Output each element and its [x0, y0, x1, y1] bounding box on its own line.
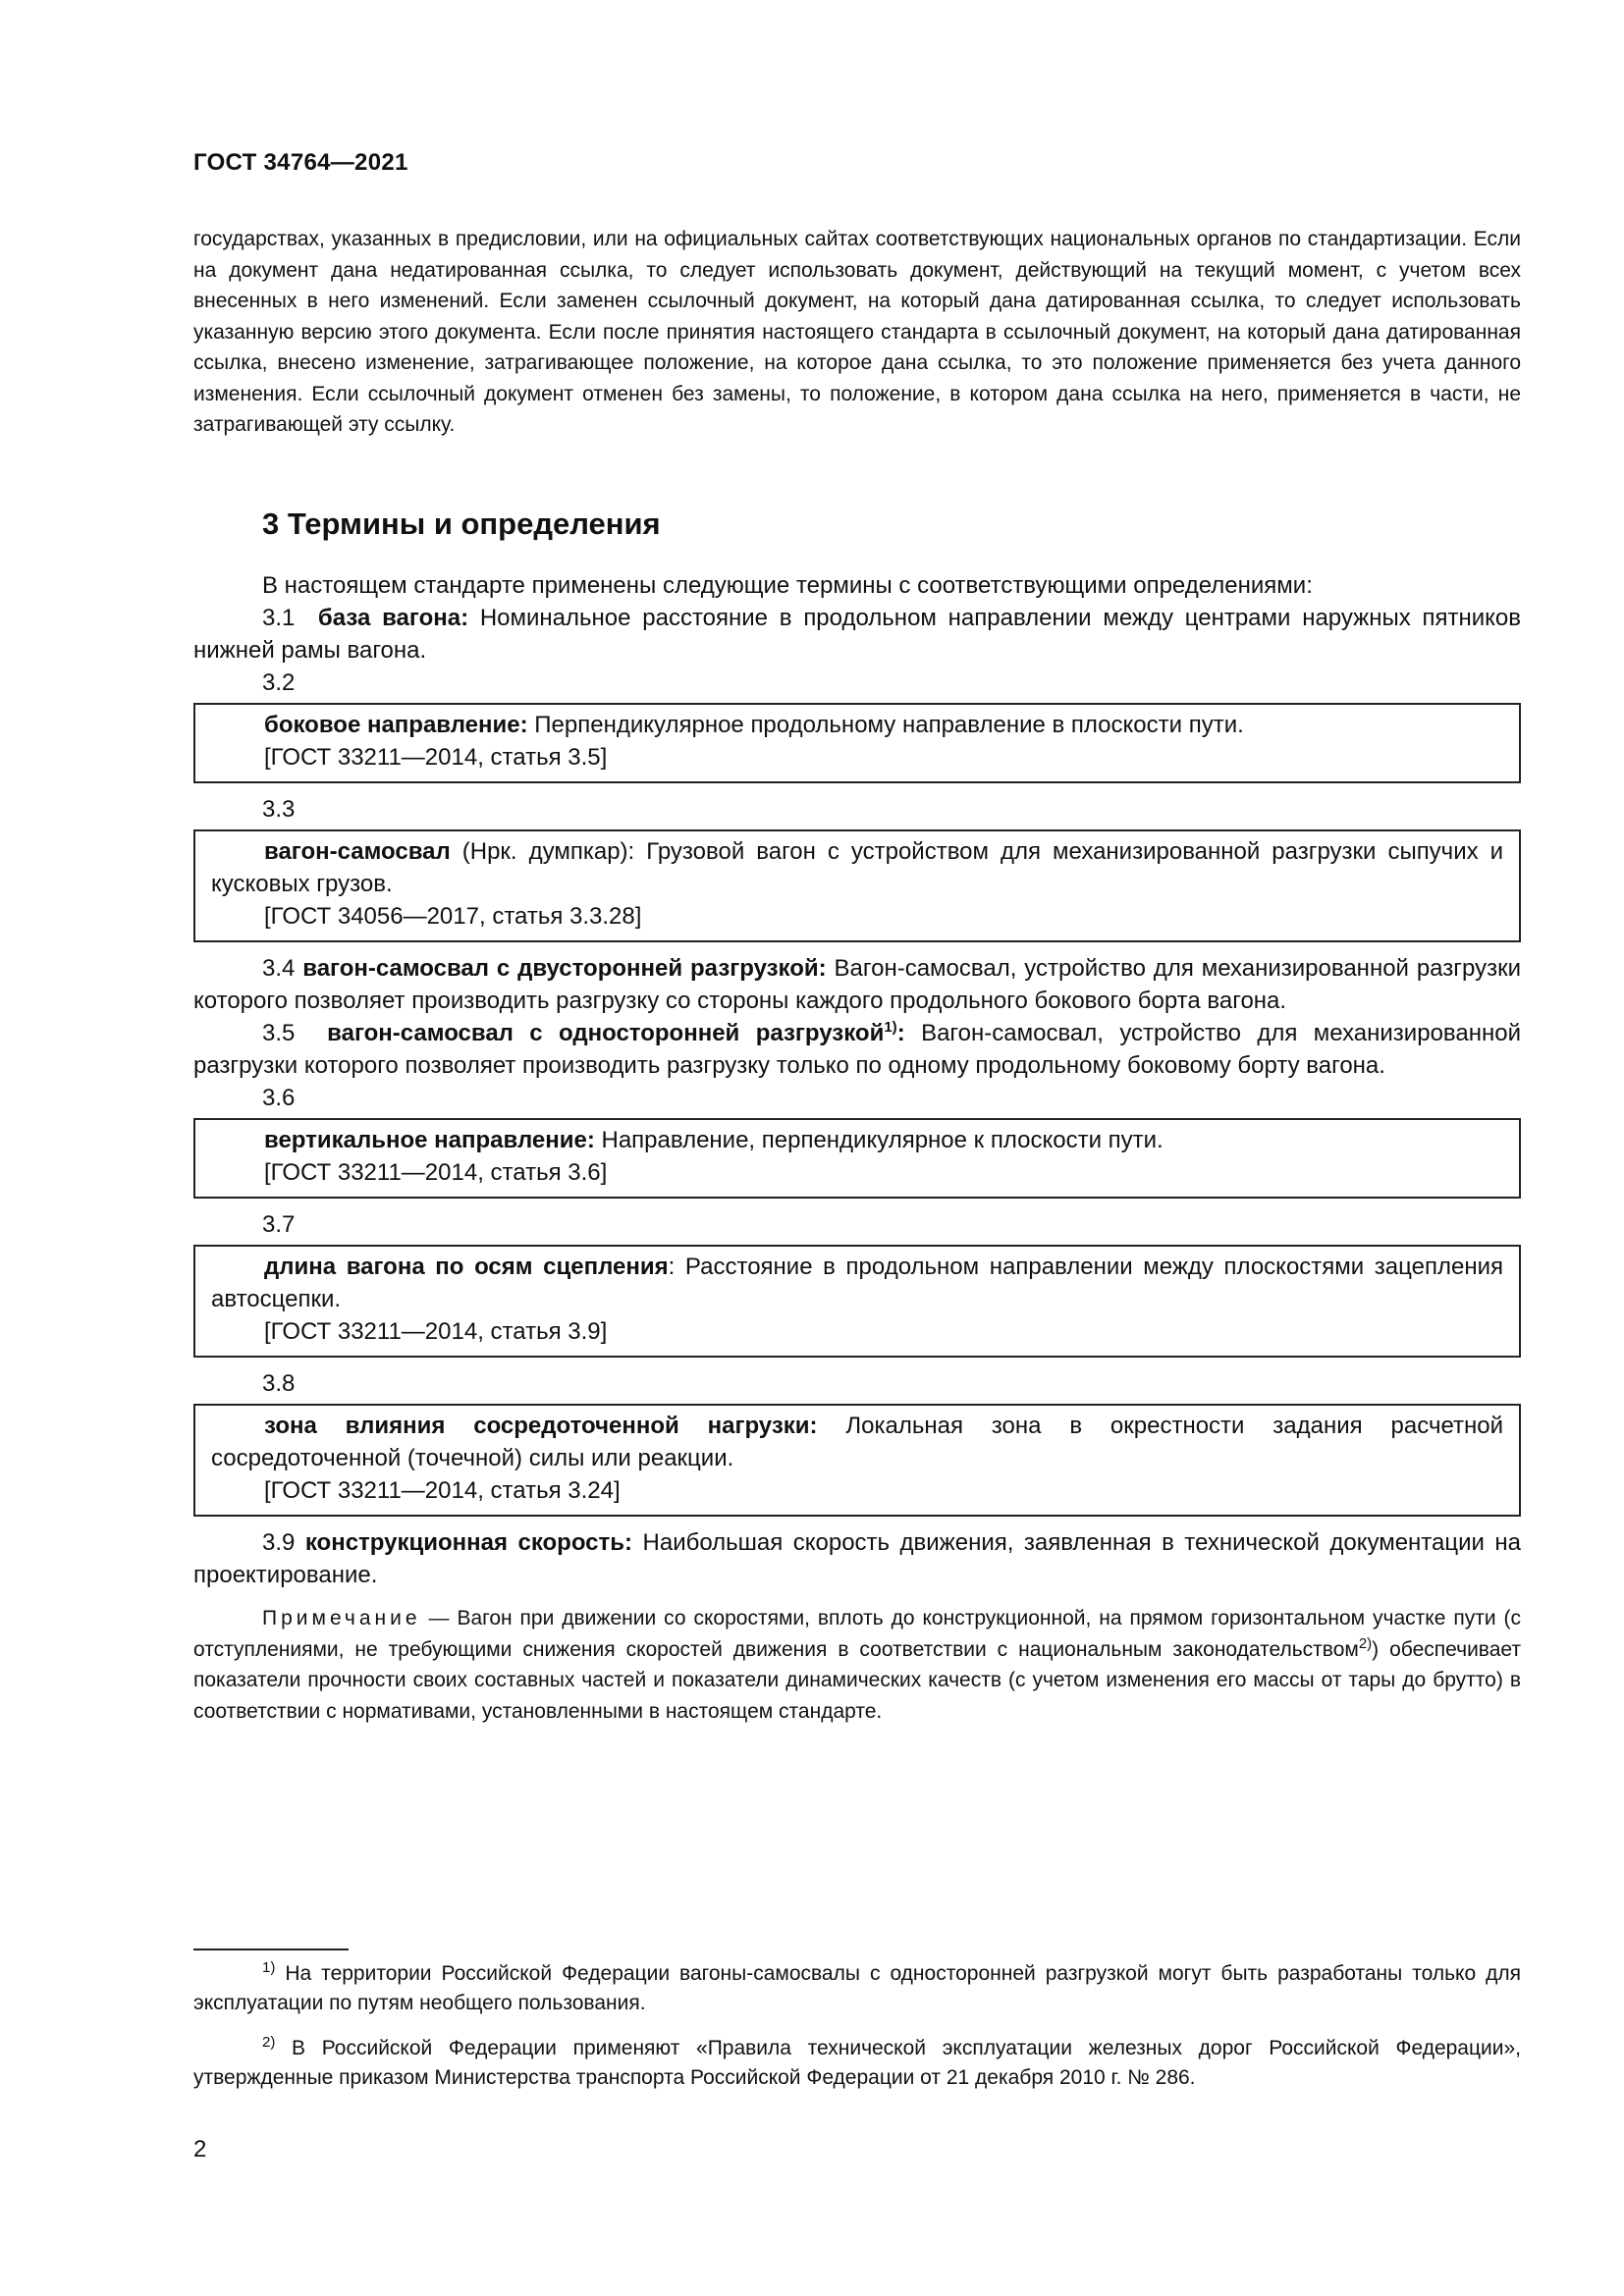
- term-name: конструкционная скорость:: [304, 1529, 633, 1556]
- footnote-ref[interactable]: 2): [1358, 1634, 1373, 1652]
- term-number: 3.5: [262, 1020, 296, 1046]
- term-definition: Вагон-самосвал, устройство для механизированной разгрузки которого позволяет производить разгрузку со стороны каждого продольного бокового борта вагона.: [193, 955, 1522, 1014]
- footnote-2: $^{2)}$ В Российской Федерации применяют «Правила технической эксплуатации железных дорог Российской Федерации», утвержденные приказом Министерства транспорта Российской Федерации от 21 декабря 2010 г. № 286.: [193, 2034, 1521, 2089]
- term-number: 3.9: [262, 1529, 296, 1556]
- term-3-5: 3.5 вагон-самосвал с односторонней разгрузкой$^{1)}$: Вагон-самосвал, устройство для механизированной разгрузки которого позволяет производить разгрузку только по одному продольному боковому борту вагона.: [193, 1019, 1522, 1079]
- intro-paragraph: государствах, указанных в предисловии, или на официальных сайтах соответствующих национальных органов по стандартизации. Если на документ дана недатированная ссылка, то следует использовать документ, действующий на текущий момент, с учетом всех внесенных в него изменений. Если заменен ссылочный документ, на который дана датированная ссылка, то следует использовать указанную версию этого документа. Если после принятия настоящего стандарта в ссылочный документ, на который дана датированная ссылка, внесено изменение, затрагивающее положение, на которое дана ссылка, то это положение применяется без учета данного изменения. Если ссылочный документ отменен без замены, то положение, в котором дана ссылка на него, применяется в части, не затрагивающей эту ссылку.: [193, 228, 1521, 436]
- note-label: Примечание: [262, 1607, 421, 1629]
- term-name: длина вагона по осям сцепления: [264, 1254, 669, 1280]
- footnote-mark: 1): [262, 1959, 276, 1976]
- section-body: [193, 569, 1521, 1727]
- term-source: [ГОСТ 33211—2014, статья 3.24]: [264, 1477, 621, 1504]
- term-box-3-7: [193, 1245, 1521, 1358]
- term-definition: Наибольшая скорость движения, заявленная в технической документации на проектирование.: [193, 1529, 1522, 1588]
- term-source: [ГОСТ 33211—2014, статья 3.5]: [264, 744, 608, 771]
- term-definition: Направление, перпендикулярное к плоскости пути.: [594, 1127, 1164, 1153]
- term-source: [ГОСТ 34056—2017, статья 3.3.28]: [264, 903, 642, 930]
- term-3-9: [193, 1526, 1521, 1591]
- term-3-4: [193, 952, 1521, 1017]
- term-box-3-3: [193, 829, 1521, 942]
- term-source: [ГОСТ 33211—2014, статья 3.9]: [264, 1318, 608, 1345]
- term-name: вертикальное направление:: [264, 1127, 595, 1153]
- term-box-3-6: [193, 1118, 1521, 1199]
- term-definition: (Нрк. думпкар): Грузовой вагон с устройством для механизированной разгрузки сыпучих и кусковых грузов.: [211, 838, 1503, 897]
- term-box-3-8: [193, 1404, 1521, 1517]
- term-definition: Вагон-самосвал, устройство для механизированной разгрузки которого позволяет производить разгрузку только по одному продольному боковому борту вагона.: [193, 1020, 1522, 1079]
- term-definition: Локальная зона в окрестности задания расчетной сосредоточенной (точечной) силы или реакции.: [211, 1413, 1503, 1471]
- footnote-ref[interactable]: 1): [884, 1019, 897, 1036]
- term-name: вагон-самосвал с двусторонней разгрузкой:: [302, 955, 827, 982]
- term-number: 3.4: [262, 955, 296, 982]
- term-number-3-7: 3.7: [262, 1211, 296, 1238]
- section-lead: В настоящем стандарте применены следующие термины с соответствующими определениями:: [262, 572, 1313, 599]
- term-number-3-3: 3.3: [262, 796, 296, 823]
- page-number: 2: [193, 2136, 207, 2163]
- term-3-1: [193, 602, 1521, 667]
- term-number-3-6: 3.6: [262, 1085, 296, 1111]
- term-number-3-2: 3.2: [262, 669, 296, 696]
- term-name: боковое направление:: [264, 712, 528, 738]
- note-paragraph: Примечание — Вагон при движении со скоростями, вплоть до конструкционной, на прямом горизонтальном участке пути (с отступлениями, не требующими снижения скоростей движения в соответствии с национальным законодательством$^{2)}$) обеспечивает показатели прочности своих составных частей и показатели динамических качеств (с учетом изменения его массы от тары до брутто) в соответствии с нормативами, установленными в настоящем стандарте.: [193, 1607, 1522, 1723]
- footnote-divider: [193, 1949, 349, 1950]
- term-definition: : Расстояние в продольном направлении между плоскостями зацепления автосцепки.: [211, 1254, 1503, 1312]
- term-number: 3.1: [262, 605, 296, 631]
- term-number-3-8: 3.8: [262, 1370, 296, 1397]
- section-title: 3 Термины и определения: [262, 507, 661, 541]
- footnote-mark: 2): [262, 2034, 276, 2051]
- term-source: [ГОСТ 33211—2014, статья 3.6]: [264, 1159, 608, 1186]
- term-name: вагон-самосвал: [264, 838, 451, 865]
- term-name: зона влияния сосредоточенной нагрузки:: [264, 1413, 818, 1439]
- term-definition: Перпендикулярное продольному направление в плоскости пути.: [527, 712, 1244, 738]
- term-name: база вагона:: [317, 605, 469, 631]
- footnote-1: $^{1)}$ На территории Российской Федерации вагоны-самосвалы с односторонней разгрузкой могут быть разработаны только для эксплуатации по путям необщего пользования.: [193, 1959, 1521, 2014]
- term-definition: Номинальное расстояние в продольном направлении между центрами наружных пятников нижней рамы вагона.: [193, 605, 1521, 664]
- term-name: вагон-самосвал с односторонней разгрузкой: [327, 1020, 885, 1046]
- term-box-3-2: [193, 703, 1521, 783]
- document-header: ГОСТ 34764—2021: [193, 149, 408, 176]
